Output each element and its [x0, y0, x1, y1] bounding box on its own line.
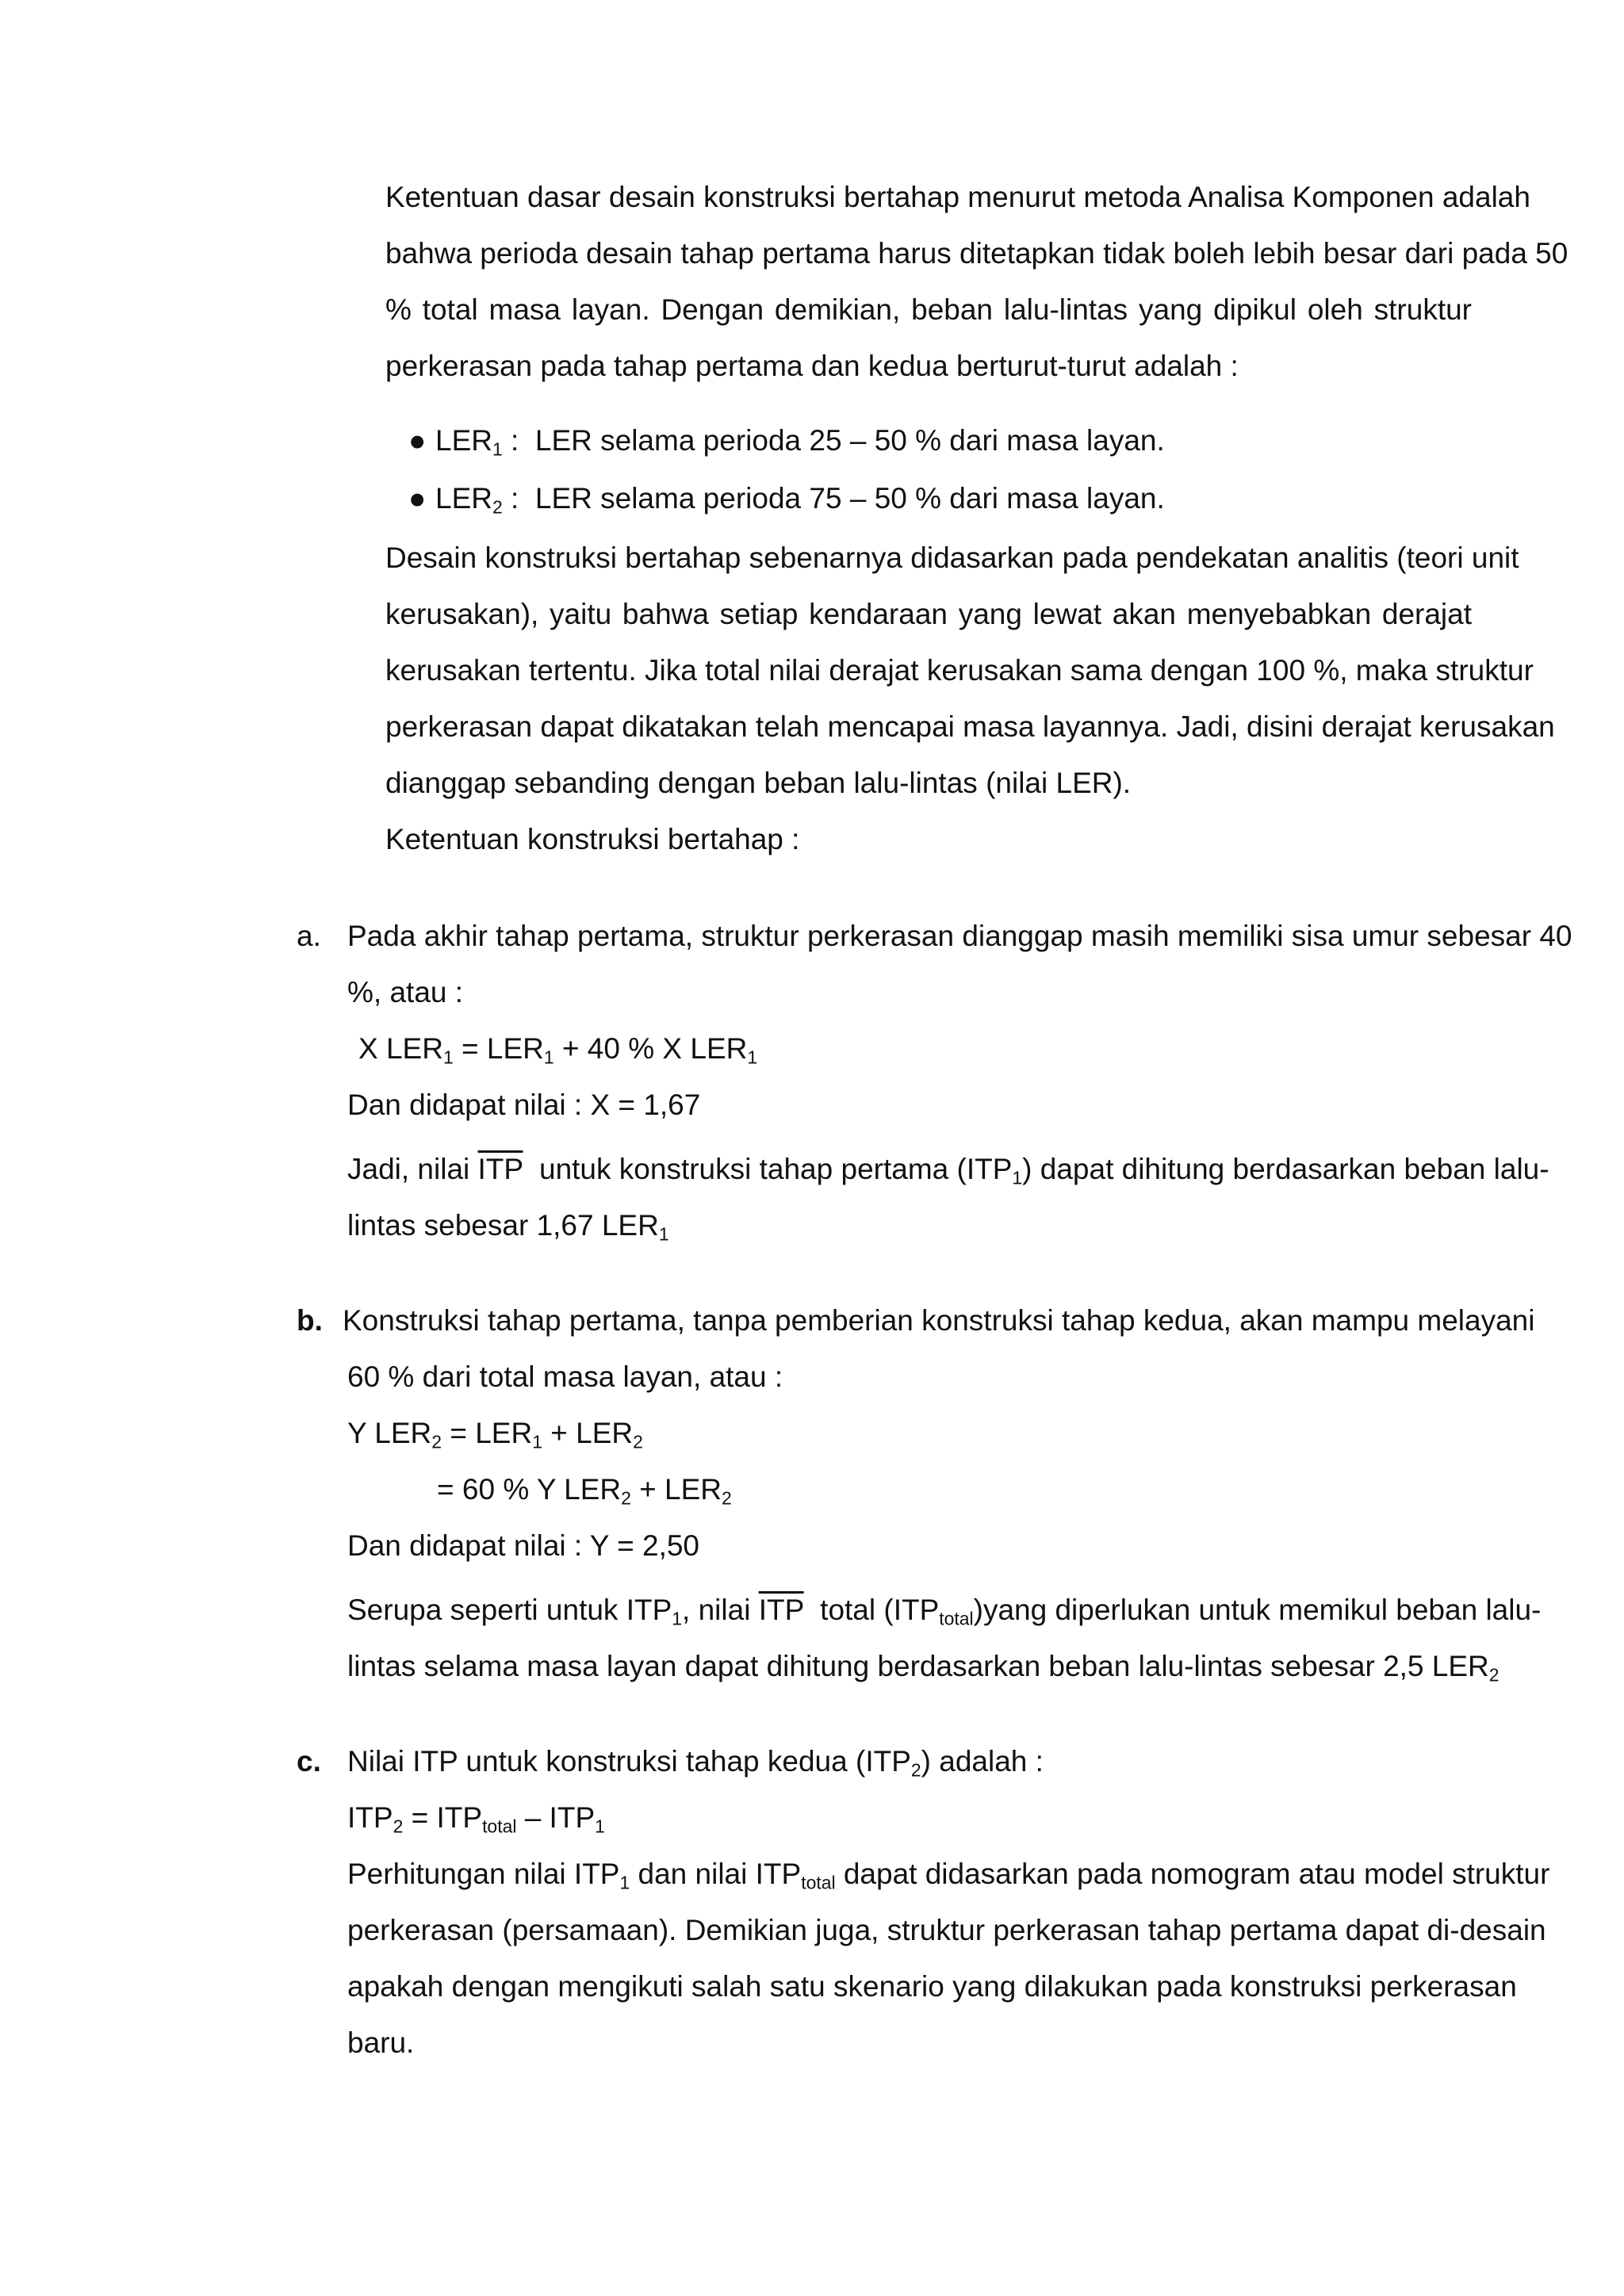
- note-line: [347, 1592, 1542, 1629]
- section-b-text: Konstruksi tahap pertama, tanpa pemberian konstruksi tahap kedua, akan mampu melayani: [343, 1304, 1535, 1337]
- eq-part: = 60 % Y LER: [437, 1473, 622, 1506]
- section-c-line: [347, 1743, 1044, 1780]
- analysis-line: Desain konstruksi bertahap sebenarnya didasarkan pada pendekatan analitis (teori unit: [385, 541, 1519, 574]
- subscript: 1: [619, 1872, 630, 1893]
- para-part: dapat didasarkan pada nomogram atau model struktur: [835, 1858, 1550, 1890]
- bullet-text: LER selama perioda 25 – 50 % dari masa layan.: [534, 424, 1165, 457]
- para-line: [347, 1856, 1550, 1912]
- eq-part: – ITP: [516, 1801, 596, 1834]
- eq-part: + LER: [542, 1417, 634, 1449]
- analysis-last-line: dianggap sebanding dengan beban lalu-lintas (nilai LER).: [385, 767, 1132, 799]
- note-part: lintas selama masa layan dapat dihitung berdasarkan beban lalu-lintas sebesar 2,5 LER: [347, 1650, 1489, 1682]
- section-heading: Ketentuan konstruksi bertahap :: [385, 823, 800, 855]
- intro-line: Ketentuan dasar desain konstruksi bertahap menurut metoda Analisa Komponen adalah: [385, 181, 1530, 213]
- subscript: 2: [431, 1431, 442, 1452]
- para-line: apakah dengan mengikuti salah satu skenario yang dilakukan pada konstruksi perkerasan: [347, 1970, 1517, 2003]
- section-b-line: [343, 1303, 1535, 1339]
- section-marker-a: a.: [297, 920, 321, 952]
- subscript: 2: [492, 496, 503, 518]
- eq-part: + LER: [630, 1473, 722, 1506]
- section-a-note-line2: [347, 1207, 669, 1244]
- subscript: 2: [1488, 1664, 1500, 1686]
- note-part: Jadi, nilai: [347, 1153, 478, 1185]
- bullet-item: [408, 423, 1165, 459]
- para-last-line: baru.: [347, 2026, 415, 2059]
- section-b-note-line2: [347, 1648, 1500, 1685]
- para-part: dan nilai ITP: [630, 1858, 802, 1890]
- equation-itp2: [347, 1800, 605, 1836]
- note-part: untuk konstruksi tahap pertama (ITP: [523, 1153, 1013, 1185]
- subscript: 1: [532, 1431, 542, 1452]
- intro-line: % total masa layan. Dengan demikian, beban lalu-lintas yang dipikul oleh struktur: [385, 293, 1472, 326]
- para-line: perkerasan (persamaan). Demikian juga, struktur perkerasan tahap pertama dapat di-desain: [347, 1914, 1546, 1946]
- subscript: total: [939, 1608, 974, 1629]
- note-part: ) dapat dihitung berdasarkan beban lalu-: [1022, 1153, 1549, 1185]
- subscript: 2: [393, 1816, 404, 1837]
- bullet-separator: :: [502, 424, 535, 457]
- line-part: ) adalah :: [921, 1745, 1044, 1777]
- section-b-note: [347, 1592, 1542, 1629]
- line-part: Nilai ITP untuk konstruksi tahap kedua (ITP: [347, 1745, 911, 1777]
- subscript: 1: [672, 1608, 683, 1629]
- para-part: Perhitungan nilai ITP: [347, 1858, 620, 1890]
- eq-part: + 40 % X LER: [553, 1032, 748, 1065]
- subscript: 1: [1012, 1167, 1023, 1188]
- analysis-paragraph: [385, 540, 1555, 765]
- section-c-paragraph: [347, 1856, 1550, 2025]
- eq-part: Y LER: [347, 1417, 432, 1449]
- eq-part: = ITP: [403, 1801, 483, 1834]
- subscript: total: [482, 1816, 517, 1837]
- bullet-icon: ●: [408, 482, 427, 515]
- note-part: , nilai: [682, 1594, 759, 1626]
- subscript: 1: [543, 1047, 554, 1068]
- bullet-text: LER selama perioda 75 – 50 % dari masa layan.: [534, 482, 1165, 515]
- section-a-line: [347, 918, 1572, 955]
- note-part: total (ITP: [803, 1594, 940, 1626]
- itp-overline: $\overline{ITP}$: [477, 1153, 523, 1185]
- eq-part: = LER: [453, 1032, 544, 1065]
- intro-last-line: perkerasan pada tahap pertama dan kedua berturut-turut adalah :: [385, 350, 1239, 382]
- intro-paragraph: [385, 179, 1568, 348]
- section-b-line: 60 % dari total masa layan, atau :: [347, 1360, 783, 1393]
- note-part: lintas sebesar 1,67 LER: [347, 1209, 659, 1242]
- subscript: 1: [747, 1047, 758, 1068]
- section-a-line: %, atau :: [347, 976, 464, 1008]
- equation-y-continued: [437, 1471, 732, 1508]
- subscript: 2: [633, 1431, 643, 1452]
- itp-overline: $\overline{ITP}$: [758, 1594, 804, 1626]
- subscript: 2: [910, 1759, 921, 1781]
- eq-part: ITP: [347, 1801, 393, 1834]
- bullet-icon: ●: [408, 424, 427, 457]
- analysis-line: kerusakan tertentu. Jika total nilai derajat kerusakan sama dengan 100 %, maka struktur: [385, 654, 1534, 687]
- note-line: [347, 1151, 1549, 1188]
- bullet-separator: :: [502, 482, 535, 515]
- subscript: 1: [442, 1047, 454, 1068]
- subscript: 2: [722, 1487, 732, 1509]
- result-x: Dan didapat nilai : X = 1,67: [347, 1089, 701, 1121]
- analysis-line: kerusakan), yaitu bahwa setiap kendaraan yang lewat akan menyebabkan derajat: [385, 598, 1472, 630]
- result-y: Dan didapat nilai : Y = 2,50: [347, 1529, 699, 1562]
- subscript: 2: [621, 1487, 631, 1509]
- subscript: total: [801, 1872, 836, 1893]
- section-a-text: Pada akhir tahap pertama, struktur perkerasan dianggap masih memiliki sisa umur sebesar 40: [347, 920, 1572, 952]
- eq-part: X LER: [358, 1032, 443, 1065]
- note-part: Serupa seperti untuk ITP: [347, 1594, 672, 1626]
- bullet-item: [408, 480, 1165, 517]
- subscript: 1: [595, 1816, 605, 1837]
- subscript: 1: [492, 438, 503, 460]
- equation-y: [347, 1415, 643, 1452]
- subscript: 1: [658, 1223, 669, 1245]
- section-marker-c: c.: [297, 1745, 321, 1777]
- equation-x: [358, 1031, 757, 1067]
- eq-part: = LER: [442, 1417, 533, 1449]
- intro-line: bahwa perioda desain tahap pertama harus ditetapkan tidak boleh lebih besar dari pada 50: [385, 237, 1568, 270]
- analysis-line: perkerasan dapat dikatakan telah mencapai masa layannya. Jadi, disini derajat kerusakan: [385, 710, 1555, 743]
- section-a-note: [347, 1151, 1549, 1188]
- section-marker-b: b.: [297, 1304, 323, 1337]
- note-part: )yang diperlukan untuk memikul beban lalu-: [973, 1594, 1542, 1626]
- bullet-symbol: LER: [435, 482, 492, 515]
- bullet-symbol: LER: [435, 424, 492, 457]
